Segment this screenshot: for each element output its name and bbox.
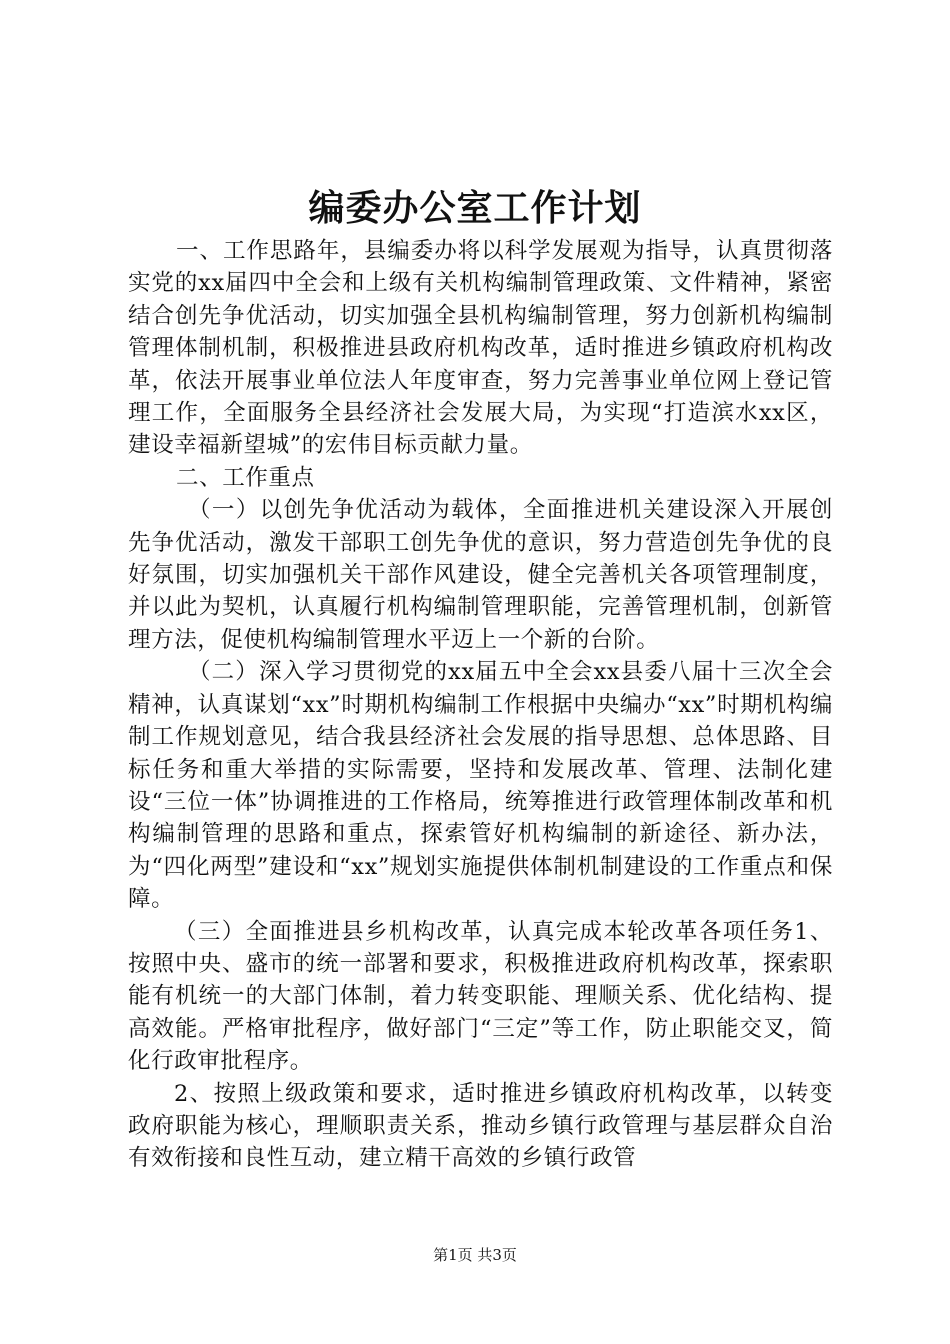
paragraph-focus-item-2: （二）深入学习贯彻党的xx届五中全会xx县委八届十三次全会精神，认真谋划“xx”时期机构编制工作根据中央编办“xx”时期机构编制工作规划意见，结合我县经济社会发展的指导思想、总体思路、目标任务和重大举措的实际需要，坚持和发展改革、管理、法制化建设“三位一体”协调推进的工作格局，统筹推进行政管理体制改革和机构编制管理的思路和重点，探索管好机构编制的新途径、新办法，为“四化两型”建设和“xx”规划实施提供体制机制建设的工作重点和保障。: [128, 659, 833, 913]
paragraph-work-approach: 一、工作思路年，县编委办将以科学发展观为指导，认真贯彻落实党的xx届四中全会和上级有关机构编制管理政策、文件精神，紧密结合创先争优活动，切实加强全县机构编制管理，努力创新机构编制管理体制机制，积极推进县政府机构改革，适时推进乡镇政府机构改革，依法开展事业单位法人年度审查，努力完善事业单位网上登记管理工作，全面服务全县经济社会发展大局，为实现“打造滨水xx区，建设幸福新望城”的宏伟目标贡献力量。: [128, 238, 833, 459]
document-body: [128, 235, 833, 1175]
page-number-footer: 第1页 共3页: [433, 1246, 517, 1264]
document-title: 编委办公室工作计划: [308, 187, 642, 229]
paragraph-focus-item-3: （三）全面推进县乡机构改革，认真完成本轮改革各项任务1、按照中央、盛市的统一部署和要求，积极推进政府机构改革，探索职能有机统一的大部门体制，着力转变职能、理顺关系、优化结构、提高效能。严格审批程序，做好部门“三定”等工作，防止职能交叉，简化行政审批程序。: [128, 918, 833, 1075]
paragraph-focus-item-3-sub-2: 2、按照上级政策和要求，适时推进乡镇政府机构改革，以转变政府职能为核心，理顺职责关系，推动乡镇行政管理与基层群众自治有效衔接和良性互动，建立精干高效的乡镇行政管: [128, 1080, 833, 1172]
paragraph-focus-item-1: （一）以创先争优活动为载体，全面推进机关建设深入开展创先争优活动，激发干部职工创先争优的意识，努力营造创先争优的良好氛围，切实加强机关干部作风建设，健全完善机关各项管理制度，并以此为契机，认真履行机构编制管理职能，完善管理机制，创新管理方法，促使机构编制管理水平迈上一个新的台阶。: [128, 497, 833, 653]
paragraph-work-focus-heading: 二、工作重点: [176, 464, 315, 491]
